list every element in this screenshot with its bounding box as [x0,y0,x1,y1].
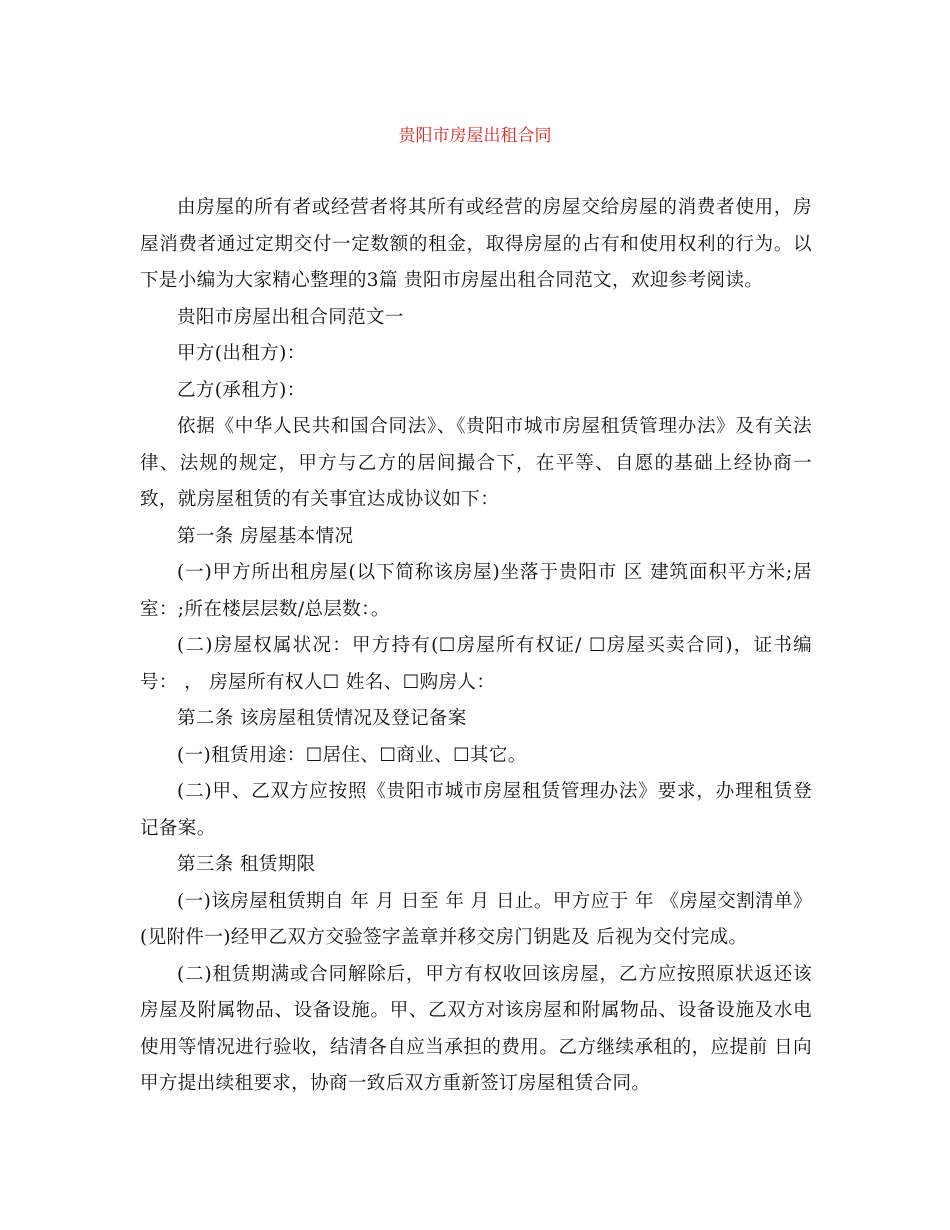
paragraph-article-3-item-2: (二)租赁期满或合同解除后，甲方有权收回该房屋，乙方应按照原状返还该房屋及附属物品、设备设施。甲、乙双方对该房屋和附属物品、设备设施及水电使用等情况进行验收，结清各自应当承担的费用。乙方继续承租的，应提前 日向甲方提出续租要求，协商一致后双方重新签订房屋租赁合同。 [140,963,812,1094]
paragraph-article-1-heading: 第一条 房屋基本情况 [177,525,354,547]
paragraph-sample-heading: 贵阳市房屋出租合同范文一 [177,306,404,328]
paragraph-article-1-item-2: (二)房屋权属状况：甲方持有(☐房屋所有权证/ ☐房屋买卖合同)，证书编号： ， 房屋所有权人☐ 姓名、☐购房人： [140,635,812,693]
paragraph-party-a: 甲方(出租方)： [177,343,306,364]
paragraph-article-3-heading: 第三条 租赁期限 [177,854,316,875]
paragraph-article-1-item-1: (一)甲方所出租房屋(以下简称该房屋)坐落于贵阳市 区 建筑面积平方米;居室：;所在楼层层数/总层数：。 [140,562,812,620]
paragraph-legal-basis: 依据《中华人民共和国合同法》、《贵阳市城市房屋租赁管理办法》及有关法律、法规的规定，甲方与乙方的居间撮合下，在平等、自愿的基础上经协商一致，就房屋租赁的有关事宜达成协议如下： [140,416,812,510]
paragraph-article-2-item-1: (一)租赁用途：☐居住、☐商业、☐其它。 [177,744,527,766]
paragraph-party-b: 乙方(承租方)： [177,379,306,401]
document-title: 贵阳市房屋出租合同 [398,126,552,146]
paragraph-intro: 由房屋的所有者或经营者将其所有或经营的房屋交给房屋的消费者使用，房屋消费者通过定期交付一定数额的租金，取得房屋的占有和使用权利的行为。以下是小编为大家精心整理的3篇 贵阳市房屋出租合同范文，欢迎参考阅读。 [140,197,812,291]
paragraph-article-2-heading: 第二条 该房屋租赁情况及登记备案 [177,708,467,729]
paragraph-article-3-item-1: (一)该房屋租赁期自 年 月 日至 年 月 日止。甲方应于 年 《房屋交割清单》(见附件一)经甲乙双方交验签字盖章并移交房门钥匙及 后视为交付完成。 [140,890,812,948]
paragraph-article-2-item-2: (二)甲、乙双方应按照《贵阳市城市房屋租赁管理办法》要求，办理租赁登记备案。 [140,781,812,839]
document-body [140,190,812,1103]
